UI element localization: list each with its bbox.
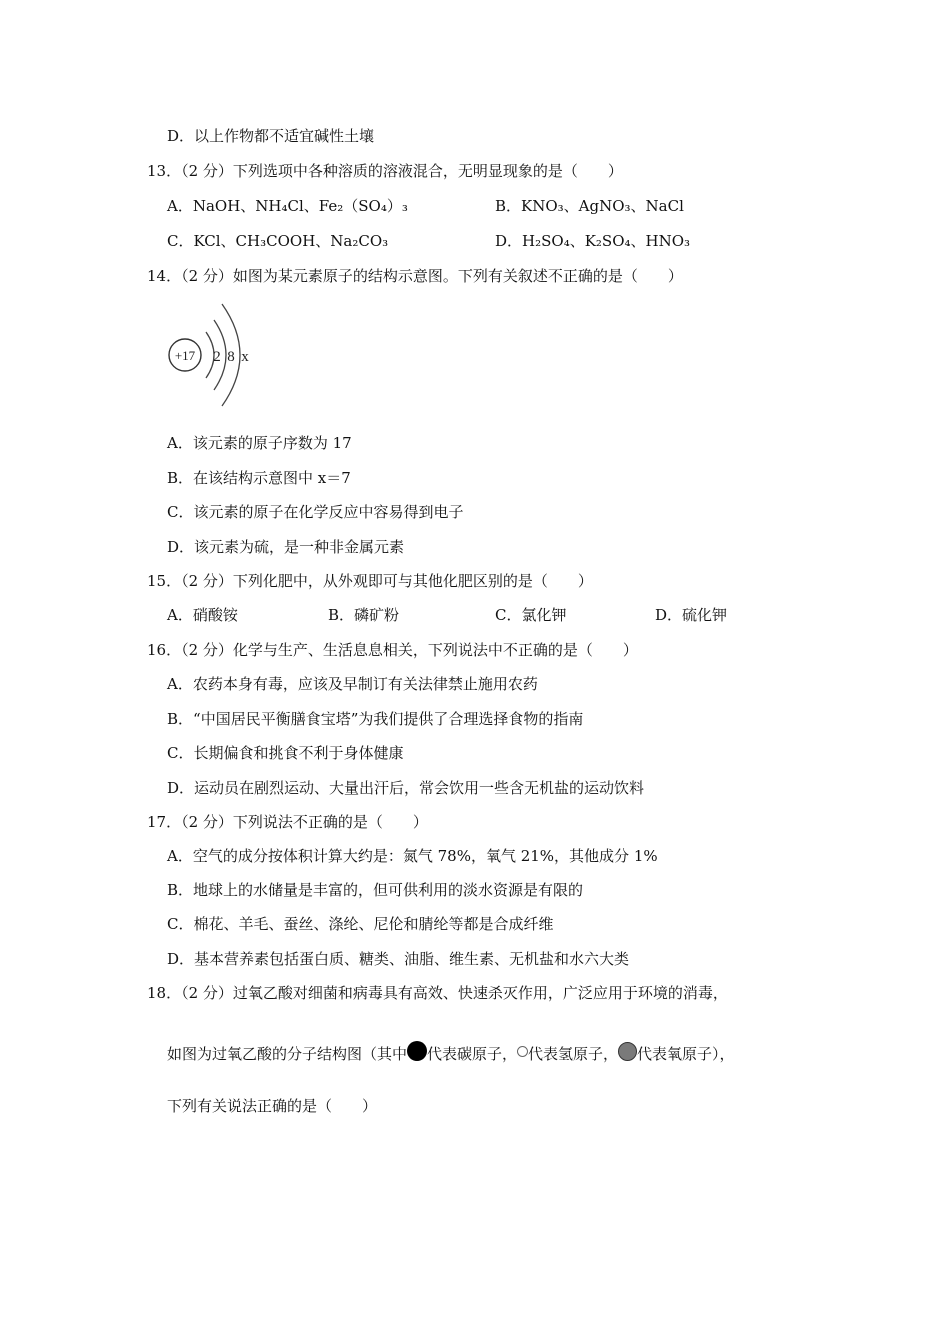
q18-stem: 18．（2 分）过氧乙酸对细菌和病毒具有高效、快速杀灭作用，广泛应用于环境的消毒， [147, 984, 728, 1002]
q14-stem: 14．（2 分）如图为某元素原子的结构示意图。下列有关叙述不正确的是（ ） [147, 267, 683, 285]
q17-option-c: C．棉花、羊毛、蚕丝、涤纶、尼伦和腈纶等都是合成纤维 [167, 915, 554, 933]
q14-option-b: B．在该结构示意图中 x＝7 [167, 469, 351, 487]
q13-option-d: D．H₂SO₄、K₂SO₄、HNO₃ [495, 232, 691, 250]
q14-option-d: D．该元素为硫，是一种非金属元素 [167, 538, 405, 556]
q15-option-c: C．氯化钾 [495, 606, 567, 624]
question-number: 14． [147, 267, 182, 285]
question-number: 16． [147, 641, 182, 659]
q15-option-b: B．磷矿粉 [328, 606, 400, 624]
q13-option-c: C．KCl、CH₃COOH、Na₂CO₃ [167, 232, 389, 250]
q14-option-a: A．该元素的原子序数为 17 [167, 434, 352, 452]
q16-option-d: D．运动员在剧烈运动、大量出汗后，常会饮用一些含无机盐的运动饮料 [167, 779, 645, 797]
hydrogen-atom-icon [517, 1046, 528, 1057]
q15-option-a: A．硝酸铵 [167, 606, 238, 624]
atom-structure-diagram [164, 296, 264, 412]
question-number: 13． [147, 162, 182, 180]
shell-3-electrons: x [241, 349, 249, 365]
q18-line-2: 如图为过氧乙酸的分子结构图（其中 代表碳原子， 代表氢原子， 代表氧原子）， [167, 1041, 735, 1064]
oxygen-atom-icon [618, 1042, 637, 1061]
q13-option-a: A．NaOH、NH₄Cl、Fe₂（SO₄）₃ [167, 197, 408, 215]
q13-option-b: B．KNO₃、AgNO₃、NaCl [495, 197, 684, 215]
q18-line-3: 下列有关说法正确的是（ ） [167, 1097, 378, 1115]
q17-stem: 17．（2 分）下列说法不正确的是（ ） [147, 813, 428, 831]
shell-1-electrons: 2 [213, 349, 221, 365]
question-number: 17． [147, 813, 182, 831]
q15-stem: 15．（2 分）下列化肥中，从外观即可与其他化肥区别的是（ ） [147, 572, 593, 590]
question-number: 18． [147, 984, 182, 1002]
q16-option-b: B．“中国居民平衡膳食宝塔”为我们提供了合理选择食物的指南 [167, 710, 584, 728]
q15-option-d: D．硫化钾 [655, 606, 728, 624]
shell-2-electrons: 8 [227, 349, 235, 365]
q12-option-d: D．以上作物都不适宜碱性土壤 [167, 127, 375, 145]
q14-option-c: C．该元素的原子在化学反应中容易得到电子 [167, 503, 464, 521]
q17-option-d: D．基本营养素包括蛋白质、糖类、油脂、维生素、无机盐和水六大类 [167, 950, 630, 968]
q17-option-a: A．空气的成分按体积计算大约是：氮气 78%，氧气 21%，其他成分 1% [167, 847, 658, 865]
question-number: 15． [147, 572, 182, 590]
nucleus-charge: +17 [174, 348, 196, 363]
q17-option-b: B．地球上的水储量是丰富的，但可供利用的淡水资源是有限的 [167, 881, 584, 899]
q16-option-c: C．长期偏食和挑食不利于身体健康 [167, 744, 404, 762]
q16-stem: 16．（2 分）化学与生产、生活息息相关，下列说法中不正确的是（ ） [147, 641, 638, 659]
q16-option-a: A．农药本身有毒，应该及早制订有关法律禁止施用农药 [167, 675, 538, 693]
q13-stem: 13．（2 分）下列选项中各种溶质的溶液混合，无明显现象的是（ ） [147, 162, 623, 180]
carbon-atom-icon [407, 1041, 427, 1061]
